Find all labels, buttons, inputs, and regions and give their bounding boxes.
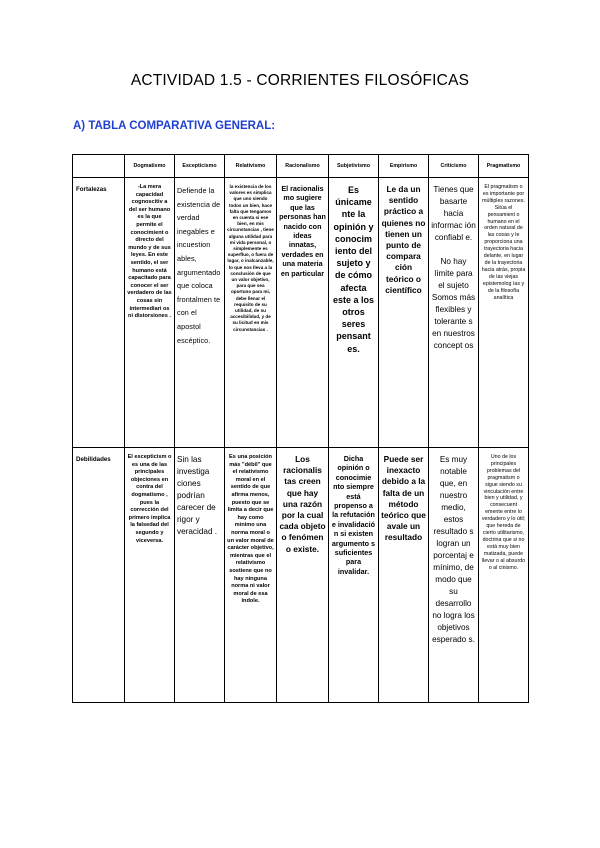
header-escepticismo: Escepticismo (175, 155, 225, 178)
table-cell (429, 448, 479, 703)
table-cell (277, 178, 329, 448)
table-cell (225, 178, 277, 448)
cell-text: Puede ser inexacto debido a la falta de un método teórico que avale un resultado (381, 454, 426, 543)
table-row (73, 448, 529, 703)
cell-text: la existencia de los valores es simplica que uno siendo todos un bien, hace falta que tengamos en cuenta si ese bien, en mis circunstancias , tiene alguna utilidad para mi vida personal, o simplemente es superfluo, o fuera de lugar, o inalcanzable, lo que nos lleva a la conclusión de que un valor objetivo, para que sea oportuno para mi, debe llenar el requisito de su utilidad, de su accesibilidad, y de su licitud en mis circunstancias . (227, 184, 274, 332)
page-title: ACTIVIDAD 1.5 - CORRIENTES FILOSÓFICAS (130, 72, 470, 89)
header-empirismo: Empirismo (379, 155, 429, 178)
cell-text: Es únicame nte la opinión y conocim iento del sujeto y de cómo afecta este a los otros seres pensant es. (332, 185, 375, 354)
table-cell (225, 448, 277, 703)
comparison-table (72, 154, 529, 703)
cell-text: Sin las investiga ciones podrían carecer de rigor y veracidad . (177, 455, 218, 536)
row-label-debilidades: Debilidades (73, 448, 125, 703)
header-subjetivismo: Subjetivismo (329, 155, 379, 178)
table-cell (125, 178, 175, 448)
table-row (73, 178, 529, 448)
header-criticismo: Criticismo (429, 155, 479, 178)
header-racionalismo: Racionalismo (277, 155, 329, 178)
header-relativismo: Relativismo (225, 155, 277, 178)
table-cell (379, 178, 429, 448)
header-empty (73, 155, 125, 178)
table-cell (125, 448, 175, 703)
table-cell (175, 178, 225, 448)
cell-text: Es una posición más "débil" que el relativismo moral en el sentido de que afirma menos, puesto que se limita a decir que hay como mínimo una norma moral o un valor moral de carácter objetivo, mientras que el relativismo sostiene que no hay ninguna norma ni valor moral de esa índole. (227, 454, 274, 605)
section-subtitle: A) TABLA COMPARATIVA GENERAL: (73, 120, 276, 132)
table-cell (479, 448, 529, 703)
table-cell (479, 178, 529, 448)
cell-text: Dicha opinión o conocimie nto siempre está propenso a la refutación e invalidació n si existen argumento s suficientes para invalidar. (331, 454, 376, 576)
header-pragmatismo: Pragmatismo (479, 155, 529, 178)
cell-text: Le da un sentido práctico a quienes no tienen un punto de compara ción teórico o científico (381, 184, 426, 295)
row-label-fortalezas: Fortalezas (73, 178, 125, 448)
cell-text: Uno de los principales problemas del pragmatism o sigue siendo su vinculación entre bien y utilidad, y consecuent emente entre lo verdadero y lo útil; que hereda de cierto utilitarismo, doctrina que si no está muy bien matizada, puede llevar o al absurdo o al cinismo. (481, 454, 526, 571)
table-cell (277, 448, 329, 703)
header-dogmatismo: Dogmatismo (125, 155, 175, 178)
cell-text: El escepticism o es una de las principales objeciones en contra del dogmatismo , pues la corrección del primero implica la falsedad del segundo y viceversa. (127, 454, 172, 544)
cell-text: Tienes que basarte hacia informac ión confiabl e. No hay límite para el sujeto Somos más flexibles y tolerante s en nuestros concept os (431, 185, 476, 350)
table-header-row (73, 155, 529, 178)
cell-text: Los racionalis tas creen que hay una razón por la cual cada objeto o fenómen o existe. (279, 454, 326, 554)
cell-text: El pragmatism o es importante por múltiples razones. Sitúa el pensamient o humano en el orden natural de las cosas y le proporciona una trayectoria hacia delante, en lugar de la trayectoria hacia atrás, propia de las viejas epistemolog ías y de la filosofía analítica (481, 184, 526, 301)
cell-text: -La mera capacidad cognoscitiv a del ser humano es la que permite el conocimient o directo del mundo y de sus leyes. En este sentido, el ser humano está capacitado para conocer el ser verdadero de las cosas sin intermediari os ni distorsiones . (127, 184, 172, 320)
cell-text: El racionalis mo sugiere que las personas han nacido con ideas innatas, verdades en una materia en particular (279, 184, 326, 278)
table-cell (379, 448, 429, 703)
cell-text: Defiende la existencia de verdad inegables e incuestion ables, argumentado que coloca frontalmen te con el apostol escéptico. (177, 186, 221, 345)
table-cell (429, 178, 479, 448)
table-cell (329, 448, 379, 703)
cell-text: Es muy notable que, en nuestro medio, estos resultado s logran un porcentaj e mínimo, de modo que su desarrollo no logra los objetivos esperado s. (432, 455, 475, 644)
table-cell (175, 448, 225, 703)
table-cell (329, 178, 379, 448)
